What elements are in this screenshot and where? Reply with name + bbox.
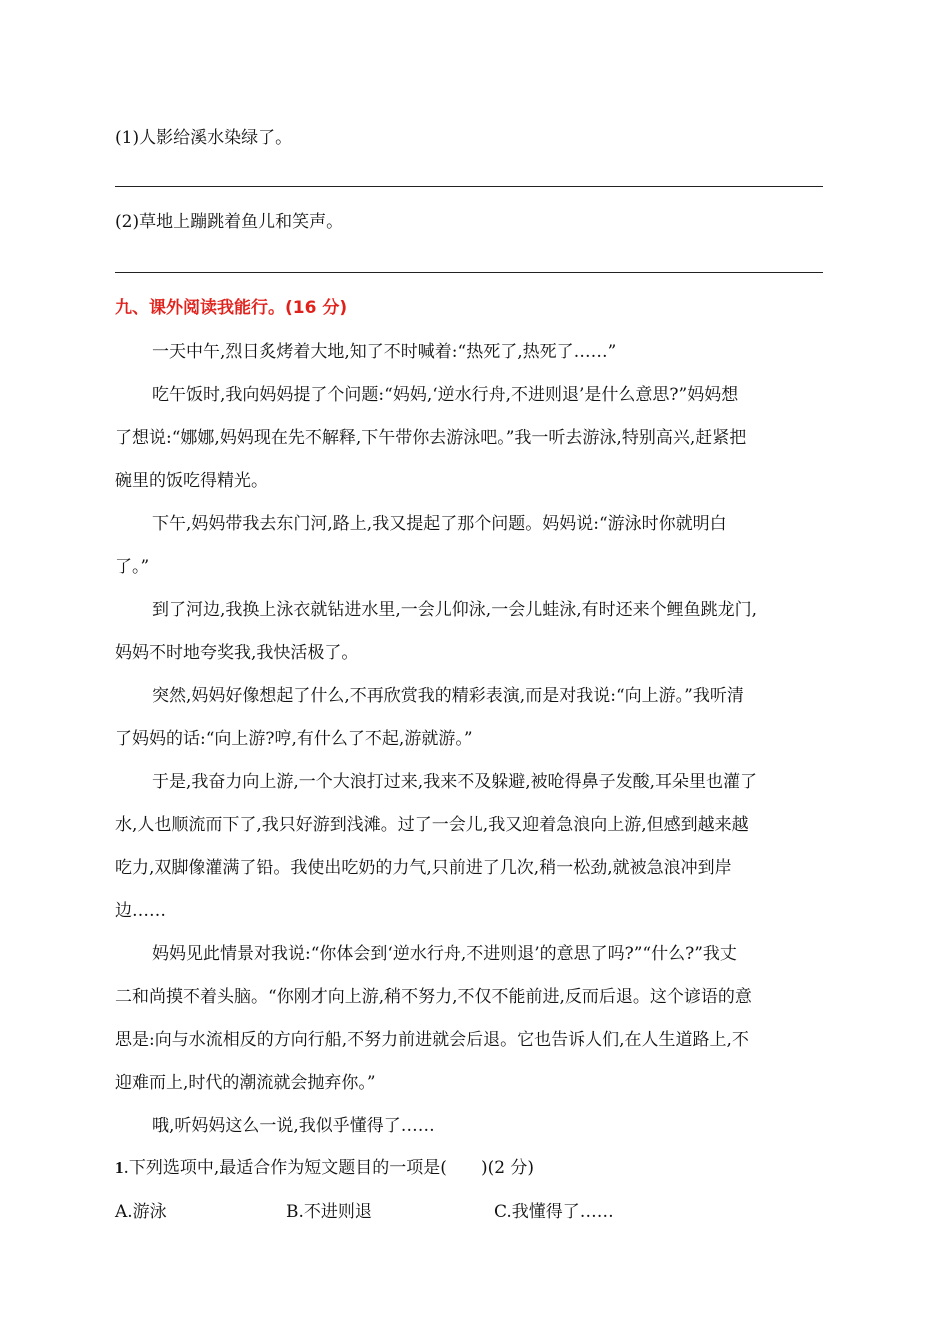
passage-line: 于是,我奋力向上游,一个大浪打过来,我来不及躲避,被呛得鼻子发酸,耳朵里也灌了 <box>152 772 758 792</box>
option-a[interactable]: A.游泳 <box>115 1202 167 1222</box>
passage-line: 吃力,双脚像灌满了铅。我使出吃奶的力气,只前进了几次,稍一松劲,就被急浪冲到岸 <box>115 858 732 878</box>
question-text: .下列选项中,最适合作为短文题目的一项是( )(2 分) <box>123 1158 535 1178</box>
passage-line: 一天中午,烈日炙烤着大地,知了不时喊着:“热死了,热死了……” <box>152 342 617 362</box>
passage-line: 哦,听妈妈这么一说,我似乎懂得了…… <box>152 1116 435 1136</box>
passage-line: 了妈妈的话:“向上游?哼,有什么了不起,游就游。” <box>115 729 473 749</box>
passage-line: 迎难而上,时代的潮流就会抛弃你。” <box>115 1073 376 1093</box>
passage-line: 了。” <box>115 557 150 577</box>
passage-line: 碗里的饭吃得精光。 <box>115 471 268 491</box>
question-1 <box>115 1156 534 1180</box>
subquestion-2: (2)草地上蹦跳着鱼儿和笑声。 <box>115 212 344 232</box>
option-c[interactable]: C.我懂得了…… <box>494 1202 614 1222</box>
passage-line: 水,人也顺流而下了,我只好游到浅滩。过了一会儿,我又迎着急浪向上游,但感到越来越 <box>115 815 749 835</box>
passage-line: 妈妈不时地夸奖我,我快活极了。 <box>115 643 359 663</box>
option-b[interactable]: B.不进则退 <box>286 1202 372 1222</box>
answer-line-2[interactable] <box>115 272 823 273</box>
answer-line-1[interactable] <box>115 186 823 187</box>
subquestion-1: (1)人影给溪水染绿了。 <box>115 128 293 148</box>
passage-line: 下午,妈妈带我去东门河,路上,我又提起了那个问题。妈妈说:“游泳时你就明白 <box>152 514 727 534</box>
passage-line: 妈妈见此情景对我说:“你体会到‘逆水行舟,不进则退’的意思了吗?”“什么?”我丈 <box>152 944 737 964</box>
passage-line: 二和尚摸不着头脑。“你刚才向上游,稍不努力,不仅不能前进,反而后退。这个谚语的意 <box>115 987 752 1007</box>
passage-line: 吃午饭时,我向妈妈提了个问题:“妈妈,‘逆水行舟,不进则退’是什么意思?”妈妈想 <box>152 385 739 405</box>
passage-line: 边…… <box>115 901 166 921</box>
passage-line: 了想说:“娜娜,妈妈现在先不解释,下午带你去游泳吧。”我一听去游泳,特别高兴,赶紧把 <box>115 428 747 448</box>
section-title: 九、课外阅读我能行。(16 分) <box>115 298 348 318</box>
passage-line: 到了河边,我换上泳衣就钻进水里,一会儿仰泳,一会儿蛙泳,有时还来个鲤鱼跳龙门, <box>152 600 758 620</box>
question-number: 1 <box>115 1158 124 1177</box>
passage-line: 思是:向与水流相反的方向行船,不努力前进就会后退。它也告诉人们,在人生道路上,不 <box>115 1030 749 1050</box>
passage-line: 突然,妈妈好像想起了什么,不再欣赏我的精彩表演,而是对我说:“向上游。”我听清 <box>152 686 744 706</box>
